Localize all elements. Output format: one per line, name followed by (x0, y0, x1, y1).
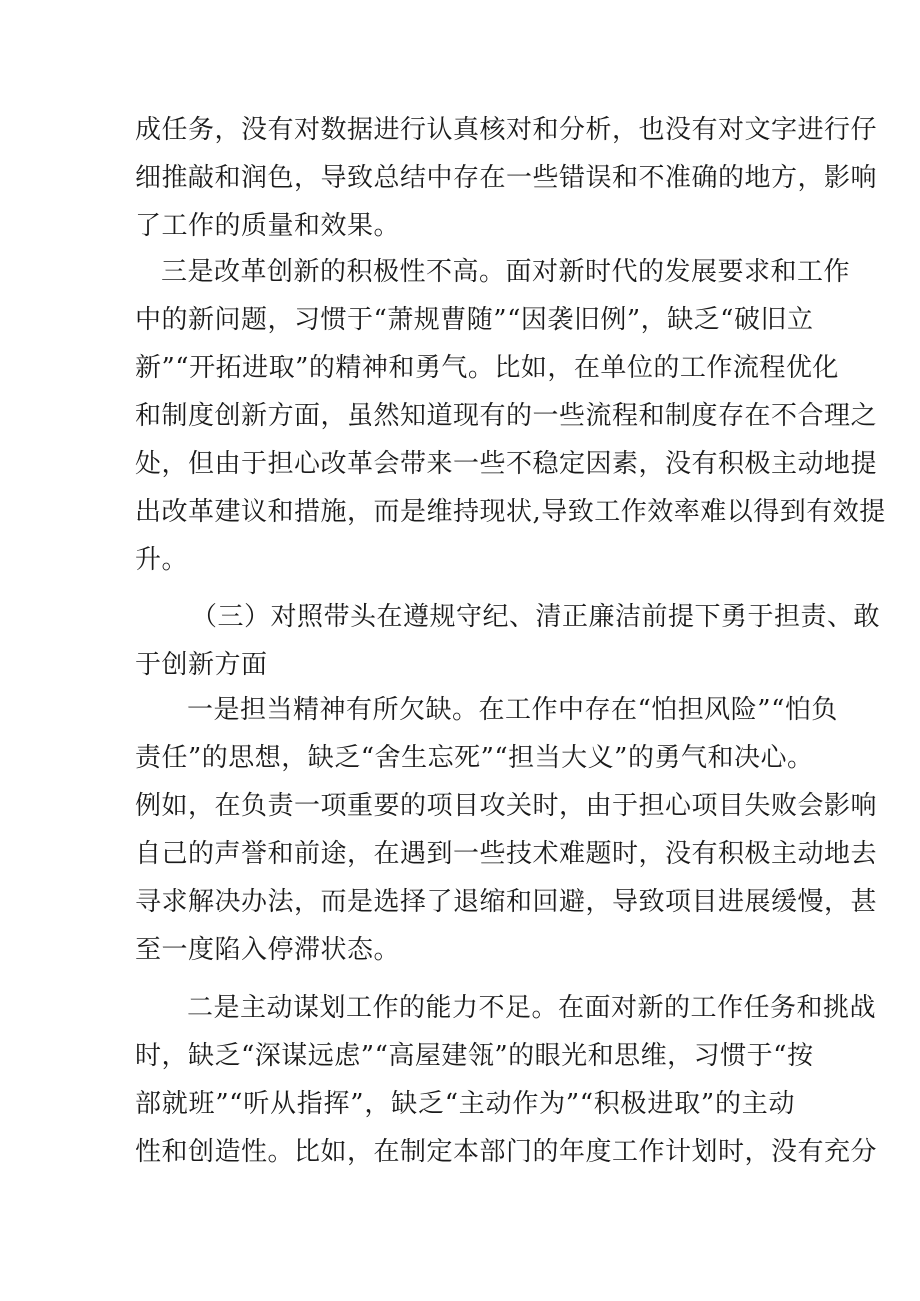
text-line: 一是担当精神有所欠缺。在工作中存在“怕担风险”“怕负 (187, 695, 838, 725)
text-line: 升。 (135, 545, 189, 575)
text-line: 自己的声誉和前途，在遇到一些技术难题时，没有积极主动地去 (135, 839, 878, 869)
text-line: 三是改革创新的积极性不高。面对新时代的发展要求和工作 (161, 257, 851, 287)
text-line: 处，但由于担心改革会带来一些不稳定因素，没有积极主动地提 (135, 449, 878, 479)
text-line: 部就班”“听从指挥”，缺乏“主动作为”“积极进取”的主动 (135, 1089, 795, 1119)
text-line: 寻求解决办法，而是选择了退缩和回避，导致项目进展缓慢，甚 (135, 887, 878, 917)
paragraph-responsibility (135, 686, 878, 974)
text-line: 于创新方面 (135, 650, 268, 680)
text-line: 时，缺乏“深谋远虑”“高屋建瓴”的眼光和思维，习惯于“按 (135, 1041, 814, 1071)
text-line: 中的新问题，习惯于“萧规曹随”“因袭旧例”，缺乏“破旧立 (135, 305, 814, 335)
text-line: 至一度陷入停滞状态。 (135, 935, 401, 965)
text-line: 成任务，没有对数据进行认真核对和分析，也没有对文字进行仔 (135, 115, 878, 145)
text-line: 新”“开拓进取”的精神和勇气。比如，在单位的工作流程优化 (135, 353, 839, 383)
paragraph-reform-innovation (135, 248, 886, 584)
text-line: 责任”的思想，缺乏“舍生忘死”“担当大义”的勇气和决心。 (135, 743, 814, 773)
text-line: 出改革建议和措施，而是维持现状,导致工作效率难以得到有效提 (135, 497, 886, 527)
text-line: 二是主动谋划工作的能力不足。在面对新的工作任务和挑战 (187, 993, 877, 1023)
text-line: （三）对照带头在遵规守纪、清正廉洁前提下勇于担责、敢 (191, 602, 881, 632)
section-heading (135, 593, 881, 689)
text-line: 细推敲和润色，导致总结中存在一些错误和不准确的地方，影响 (135, 163, 878, 193)
text-line: 性和创造性。比如，在制定本部门的年度工作计划时，没有充分 (135, 1137, 878, 1167)
paragraph-planning (135, 984, 878, 1176)
text-line: 了工作的质量和效果。 (135, 211, 401, 241)
text-line: 例如，在负责一项重要的项目攻关时，由于担心项目失败会影响 (135, 791, 878, 821)
paragraph-continuation (135, 106, 878, 250)
text-line: 和制度创新方面，虽然知道现有的一些流程和制度存在不合理之 (135, 401, 878, 431)
